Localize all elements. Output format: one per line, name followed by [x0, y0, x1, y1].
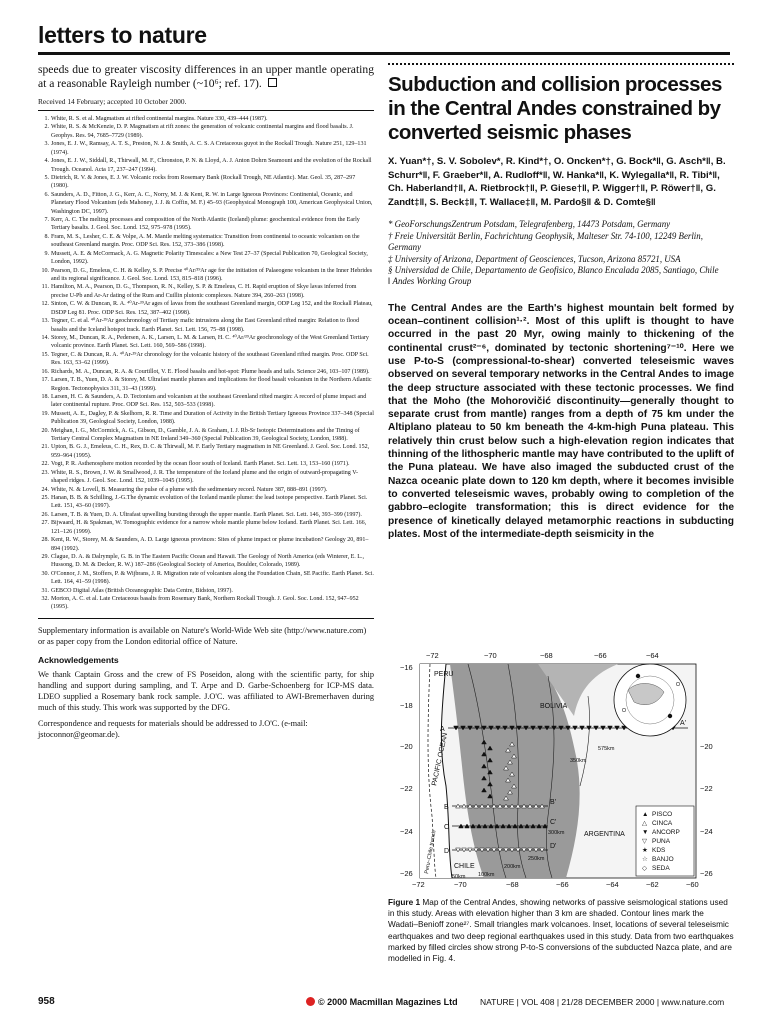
figure-map [388, 646, 734, 890]
right-column [388, 63, 734, 541]
reference-text: Meighan, I. G., McCormick, A. G., Gibson, D., Gamble, J. A. & Graham, I. J. Rb-Sr Isotopic Determinations and the Timing of Tertiary Central Complex Magmatism in NE Ireland 349–360 (Special Publication 39, Geological Society, London, 1988). [51, 427, 360, 443]
bottom-tick: −62 [646, 880, 659, 889]
inset-event-3 [676, 682, 680, 686]
right-tick: −20 [700, 742, 713, 751]
article-divider [388, 63, 734, 65]
reference-text: Clague, D. A. & Dalrymple, G. B. in The Eastern Pacific Ocean and Hawaii. The Geology of North America (eds Winterer, E. L., Hussong, D. M. & Decker, R. W.) 187–286 (Geological Society of America, Boulder, Colorado, 1989). [51, 553, 365, 569]
inset-event-1 [636, 674, 640, 678]
reference-number: 12. [41, 301, 49, 308]
reference-item [38, 519, 374, 536]
copyright [306, 997, 458, 1007]
reference-item [38, 250, 374, 267]
reference-item [38, 300, 374, 317]
reference-item [38, 410, 374, 427]
reference-number: 3. [44, 141, 49, 148]
bottom-tick: −68 [506, 880, 519, 889]
label-100km: 100km [478, 872, 495, 878]
label-d: D [444, 848, 450, 855]
left-tick: −26 [400, 869, 413, 878]
article-title: Subduction and collision processes in the Central Andes constrained by converted seismic phases [388, 73, 722, 144]
label-250km: 250km [528, 856, 545, 862]
label-pacific: PACIFIC OCEAN [431, 732, 450, 787]
right-tick: −24 [700, 827, 713, 836]
reference-item [38, 267, 374, 284]
legend-entry: PUNA [652, 838, 671, 845]
correspondence-text: Correspondence and requests for materials should be addressed to J.O'C. (e-mail: jstoconnor@geomar.de). [38, 718, 308, 739]
reference-text: GEBCO Digital Atlas (British Oceanographic Data Centre, Bidston, 1997). [51, 587, 233, 594]
reference-text: Richards, M. A., Duncan, R. A. & Courtillot, V. E. Flood basalts and hot-spot: Plume heads and tails. Science 246, 103–107 (1989). [51, 368, 370, 375]
legend-entry: ANCORP [652, 829, 680, 836]
reference-item [38, 216, 374, 233]
affiliations [388, 219, 734, 287]
reference-number: 16. [41, 368, 49, 375]
reference-item [38, 494, 374, 511]
left-tick: −24 [400, 827, 413, 836]
label-argentina: ARGENTINA [584, 831, 625, 838]
reference-item [38, 469, 374, 486]
reference-item [38, 570, 374, 587]
caption-label: Figure 1 [388, 898, 421, 907]
reference-number: 10. [41, 267, 49, 274]
reference-item [38, 317, 374, 334]
legend-symbol: ★ [642, 847, 648, 854]
reference-number: 26. [41, 511, 49, 518]
abstract-text: The Central Andes are the Earth's highest mountain belt formed by ocean–continent collision¹·². Most of this uplift is thought to have occurred in the past 20 Myr, owing mainly to thickening of the continental crust²⁻⁶, dominated by tectonic shortening⁷⁻¹⁰. Here we use P-to-S (compressional-to-shear) converted teleseismic waves observed on several temporary networks in the Central Andes to image the deep structure associated with these tectonic processes. We find that the Moho (the Mohorovičić discontinuity—generally thought to separate crust from mantle) ranges from a depth of 75 km under the Altiplano plateau to 50 km beneath the 4-km-high Puna plateau. This relatively thin crust below such a high-elevation region indicates that thinning of the lithospheric mantle may have contributed to the uplift of the Puna plateau. We have also imaged the subducted crust of the Nazca oceanic plate down to 120 km depth, where it becomes invisible to converted teleseismic waves, probably owing to completion of the gabbro–eclogite transformation; this is direct evidence for the presence of kinetically delayed metamorphic reactions in subducting plates. Most of the intermediate-depth seismicity in the [388, 302, 734, 540]
section-header: letters to nature [38, 22, 207, 48]
reference-item [38, 511, 374, 519]
reference-text: Dietrich, R. V. & Jones, E. J. W. Volcanic rocks from Rosemary Bank (Rockall Trough, NE Atlantic). Mar. Geol. 35, 287–297 (1980). [51, 174, 356, 190]
legend-symbol: △ [642, 820, 647, 827]
legend-entry: KDS [652, 847, 666, 854]
label-b-prime: B' [550, 799, 557, 806]
reference-text: Mussett, A. E., Dagley, P. & Skelhorn, R. R. Time and Duration of Activity in the British Tertiary Igneous Province 337–348 (Special Publication 39, Geological Society, London, 1988). [51, 410, 374, 426]
reference-item [38, 174, 374, 191]
reference-number: 31. [41, 587, 49, 594]
affiliation-line: § Universidad de Chile, Departamento de Geofisico, Blanco Encalada 2085, Santiago, Chile [388, 265, 719, 275]
reference-text: White, R. S., Brown, J. W. & Smallwood, J. R. The temperature of the Iceland plume and the origin of outward-propagating V-shaped ridges. J. Geol. Soc. Lond. 152, 1039–1045 (1995). [51, 469, 359, 485]
reference-item [38, 536, 374, 553]
reference-text: Jones, E. J. W., Ramsay, A. T. S., Preston, N. J. & Smith, A. C. S. A Cretaceous guyot in the Rockall Trough. Nature 251, 129–131 (1974). [51, 141, 367, 156]
reference-item [38, 115, 374, 123]
reference-item [38, 283, 374, 300]
legend-entry: PISCO [652, 811, 673, 818]
reference-text: Storey, M., Duncan, R. A., Pedersen, A. K., Larsen, L. M. & Larsen, H. C. ⁴⁰Ar/³⁹Ar geochronology of the West Greenland Tertiary volcanic province. Earth Planet. Sci. Lett. 160, 569–586 (1998). [51, 334, 369, 350]
reference-item [38, 157, 374, 174]
reference-number: 23. [41, 469, 49, 476]
left-tick: −18 [400, 701, 413, 710]
reference-number: 20. [41, 427, 49, 434]
label-300km: 300km [548, 830, 565, 836]
reference-text: Tegner, C. & Duncan, R. A. ⁴⁰Ar-³⁹Ar chronology for the volcanic history of the southeast Greenland rifted margin. Proc. ODP Sci. Res. 163, 53–62 (1999). [51, 351, 369, 367]
legend-entry: CINCA [652, 820, 673, 827]
reference-text: Larsen, T. B. & Yuen, D. A. Ultrafast upwelling bursting through the upper mantle. Earth Planet. Sci. Lett. 146, 393–399 (1997). [51, 511, 362, 518]
affiliation-line: ‖ Andes Working Group [388, 276, 472, 287]
inset-event-4 [622, 708, 626, 712]
reference-text: Kerr, A. C. The melting processes and composition of the North Atlantic (Iceland) plume: geochemical evidence from the Early Tertiary basalts. J. Geol. Soc. Lond. 152, 975–978 (1995). [51, 217, 360, 232]
publisher-logo-icon [306, 997, 315, 1006]
label-200km: 200km [504, 864, 521, 870]
left-tick: −16 [400, 663, 413, 672]
reference-number: 4. [44, 158, 49, 165]
reference-text: Jones, E. J. W., Siddall, R., Thirwall, M. F., Chronston, P. N. & Lloyd, A. J. Anton Dohrn Seamount and the evolution of the Rockall Trough. Oceanol. Acta 17, 237–247 (1994). [51, 158, 372, 173]
reference-item [38, 368, 374, 376]
reference-number: 5. [44, 174, 49, 181]
reference-text: White, R. S. et al. Magmatism at rifted continental margins. Nature 330, 439–444 (1987). [51, 116, 268, 122]
legend-entry: BANJO [652, 856, 674, 863]
reference-number: 21. [41, 444, 49, 451]
acknowledgements-text: We thank Captain Gross and the crew of FS Poseidon, along with the scientific party, for ship handling and support during sampling, and T. Arpe and D. Garbe-Schoenberg for ICP-MS data. LDEO supplied a Rosemary bank rock sample. J.O'C. was affiliated to AWI-Bremerhaven during much of this study. This work was supported by the DFG. [38, 669, 374, 712]
left-tick: −22 [400, 784, 413, 793]
reference-item [38, 460, 374, 468]
legend-symbol: ▽ [642, 838, 647, 845]
reference-text: Fram, M. S., Lesher, C. E. & Volpe, A. M. Mantle melting systematics: Transition from continental to oceanic volcanism on the southeast Greenland margin. Proc. ODP Sci. Res. 152, 373–386 (1998). [51, 233, 360, 249]
reference-text: Mussett, A. E. & McCormack, A. G. Magnetic Polarity Timescales: a New Test 27–37 (Special Publication 70, Geological Society, London, 1992). [51, 250, 368, 266]
reference-text: Kent, R. W., Storey, M. & Saunders, A. D. Large igneous provinces: Sites of plume impact or plume incubation? Geology 20, 891–894 (1992). [51, 537, 369, 552]
reference-number: 24. [41, 486, 49, 493]
left-column [38, 63, 374, 740]
reference-number: 19. [41, 410, 49, 417]
label-575km: 575km [598, 746, 615, 752]
bottom-tick: −72 [412, 880, 425, 889]
reference-item [38, 595, 374, 612]
top-tick: −68 [540, 651, 553, 660]
reference-number: 14. [41, 334, 49, 341]
reference-number: 29. [41, 553, 49, 560]
reference-text: Hamilton, M. A., Pearson, D. G., Thompson, R. N., Kelley, S. P. & Emeleus, C. H. Rapid eruption of Skye lavas inferred from precise U-Pb and Ar-Ar dating of the Rum and Cuillin plutonic complexes. Nature 394, 260–263 (1998). [51, 284, 357, 299]
supplementary-info: Supplementary information is available on Nature's World-Wide Web site (http://www.nature.com) or as paper copy from the London editorial office of Nature. [38, 625, 367, 646]
reference-number: 15. [41, 351, 49, 358]
reference-text: O'Connor, J. M., Stoffers, P. & Wijbrans, J. R. Migration rate of volcanism along the Foundation Chain, SE Pacific. Earth Planet. Sci. Lett. 164, 41–59 (1998). [51, 570, 374, 586]
legend-symbol: ▲ [642, 811, 649, 818]
affiliation-line: ‡ University of Arizona, Department of Geosciences, Tucson, Arizona 85721, USA [388, 253, 681, 264]
reference-number: 28. [41, 537, 49, 544]
reference-number: 27. [41, 520, 49, 527]
reference-item [38, 587, 374, 595]
label-peru: PERU [434, 671, 454, 678]
author-list: X. Yuan*†, S. V. Sobolev*, R. Kind*†, O. Oncken*†, G. Bock*‖, G. Asch*‖, B. Schurr*‖, F. Graeber*‖, A. Rudloff*‖, W. Hanka*‖, K. Wylegalla*‖, R. Tibi*‖, Ch. Haberland†‖, A. Rietbrock†‖, P. Giese†‖, P. Wigger†‖, P. Röwer†‖, G. Zandt‡‖, S. Beck‡‖, T. Wallace‡‖, M. Pardo§‖ & D. Comte§‖ [388, 156, 726, 208]
reference-item [38, 140, 374, 157]
right-tick: −22 [700, 784, 713, 793]
journal-info: NATURE | VOL 408 | 21/28 DECEMBER 2000 | www.nature.com [480, 997, 725, 1007]
reference-number: 13. [41, 318, 49, 325]
reference-number: 30. [41, 570, 49, 577]
legend-symbol: ◇ [642, 865, 647, 872]
label-50km: 50km [452, 874, 466, 880]
reference-number: 22. [41, 461, 49, 468]
reference-item [38, 553, 374, 570]
continued-paragraph [38, 63, 374, 91]
reference-number: 6. [44, 191, 49, 198]
reference-text: Vogt, P. R. Asthenosphere motion recorded by the ocean floor south of Iceland. Earth Planet. Sci. Lett. 13, 153–160 (1971). [51, 461, 350, 468]
top-tick: −66 [594, 651, 607, 660]
bottom-tick: −70 [454, 880, 467, 889]
reference-item [38, 334, 374, 351]
label-c: C [444, 824, 450, 831]
label-trench: Peru–Chile trench [424, 829, 438, 875]
received-line: Received 14 February; accepted 10 October 2000. [38, 97, 374, 111]
reference-text: Upton, B. G. J., Emeleus, C. H., Rex, D. C. & Thirwall, M. F. Early Tertiary magmatism in NE Greenland. J. Geol. Soc. Lond. 152, 959–964 (1995). [51, 444, 370, 459]
reference-number: 9. [44, 250, 49, 257]
end-mark [268, 78, 277, 87]
reference-number: 25. [41, 494, 49, 501]
label-b: B [444, 804, 449, 811]
left-tick: −20 [400, 742, 413, 751]
reference-text: Larsen, H. C. & Saunders, A. D. Tectonism and volcanism at the southeast Greenland rifted margin: A record of plume impact and later continental rupture. Proc. ODP Sci. Res. 152, 503–533 (1998). [51, 393, 367, 409]
reference-item [38, 443, 374, 460]
reference-item [38, 191, 374, 216]
reference-number: 2. [44, 124, 49, 131]
legend-entry: SEDA [652, 865, 670, 872]
label-350km: 350km [570, 758, 587, 764]
continued-text: speeds due to greater viscosity differences in an upper mantle operating at a reasonable Rayleigh number (~10⁶; ref. 17). [38, 63, 374, 90]
reference-item [38, 376, 374, 393]
top-tick: −64 [646, 651, 659, 660]
reference-text: Morton, A. C. et al. Late Cretaceous basalts from Rosemary Bank, Northern Rockall Trough. J. Geol. Soc. Lond. 152, 947–952 (1995). [51, 596, 359, 611]
reference-number: 32. [41, 596, 49, 603]
reference-text: Sinton, C. W. & Duncan, R. A. ⁴⁰Ar-³⁹Ar ages of lavas from the southeast Greenland margin, ODP Leg 152, and the Rockall Plateau, DSDP Leg 81. Proc. ODP Sci. Res. 152, 387–402 (1998). [51, 301, 373, 316]
right-tick: −26 [700, 869, 713, 878]
reference-item [38, 123, 374, 140]
reference-text: White, R. S. & McKenzie, D. P. Magmatism at rift zones: the generation of volcanic continental margins and flood basalts. J. Geophys. Res. 94, 7685–7729 (1989). [51, 124, 354, 139]
reference-item [38, 351, 374, 368]
map-svg [388, 646, 734, 890]
figure-caption [388, 897, 734, 964]
acknowledgements-heading: Acknowledgements [38, 654, 119, 665]
reference-number: 18. [41, 393, 49, 400]
label-a: A [440, 726, 445, 733]
label-a-prime: A' [680, 720, 687, 727]
reference-item [38, 393, 374, 410]
inset-event-2 [668, 714, 672, 718]
reference-text: White, N. & Lovell, B. Measuring the pulse of a plume with the sedimentary record. Nature 387, 888–891 (1997). [51, 486, 328, 493]
reference-item [38, 486, 374, 494]
copyright-text: © 2000 Macmillan Magazines Ltd [318, 997, 458, 1007]
top-tick: −72 [426, 651, 439, 660]
legend-symbol: ▼ [642, 829, 649, 836]
reference-number: 8. [44, 233, 49, 240]
reference-number: 7. [44, 217, 49, 224]
reference-text: Hanan, B. B. & Schilling, J.-G.The dynamic evolution of the Iceland mantle plume: the lead isotope perspective. Earth Planet. Sci. Lett. 151, 43–60 (1997). [51, 494, 368, 510]
page-number: 958 [38, 996, 55, 1007]
bottom-tick: −66 [556, 880, 569, 889]
reference-text: Saunders, A. D., Fitton, J. G., Kerr, A. C., Norry, M. J. & Kent, R. W. in Large Igneous Provinces: Continental, Oceanic, and Planetary Flood Volcanism (eds Mahoney, J. J. & Coffin, M. F.) 45–93 (Geophysical Monograph 100, American Geophysical Union, Washington DC, 1997). [51, 191, 373, 215]
map-legend [636, 806, 694, 876]
label-chile: CHILE [454, 863, 475, 870]
reference-number: 11. [41, 284, 49, 291]
label-d-prime: D' [550, 843, 557, 850]
reference-text: Pearson, D. G., Emeleus, C. H. & Kelley, S. P. Precise ⁴⁰Ar/³⁹Ar age for the initiation of Palaeogene volcanism in the Inner Hebrides and its regional significance. J. Geol. Soc. Lond. 153, 815–818 (1996). [51, 267, 373, 283]
header-rule [38, 52, 730, 55]
label-c-prime: C' [550, 819, 557, 826]
affiliation-line: † Freie Universität Berlin, Fachrichtung Geophysik, Malteser Str. 74-100, 12249 Berlin, Germany [388, 230, 703, 253]
reference-text: Tegner, C. et al. ⁴⁰Ar-³⁹Ar geochronology of Tertiary mafic intrusions along the East Greenland rifted margin: Relation to flood basalts and the Iceland hotspot track. Earth Planet. Sci. Lett. 156, 75–88 (1998). [51, 318, 360, 333]
reference-text: Bijwaard, H. & Spakman, W. Tomographic evidence for a narrow whole mantle plume below Iceland. Earth Planet. Sci. Lett. 166, 121–126 (1999). [51, 520, 367, 535]
reference-item [38, 233, 374, 250]
reference-number: 1. [44, 116, 49, 122]
legend-symbol: ☆ [642, 856, 648, 863]
reference-item [38, 427, 374, 444]
affiliation-line: * GeoForschungsZentrum Potsdam, Telegrafenberg, 14473 Potsdam, Germany [388, 219, 671, 230]
label-bolivia: BOLIVIA [540, 703, 568, 710]
reference-list [38, 115, 374, 612]
bottom-tick: −64 [606, 880, 619, 889]
reference-text: Larsen, T. B., Yuen, D. A. & Storey, M. Ultrafast mantle plumes and implications for flood basalt volcanism in the Northern Atlantic Region. Tectonophysics 311, 31–43 (1999). [51, 377, 372, 392]
top-tick: −70 [484, 651, 497, 660]
supplementary-rule [38, 618, 374, 619]
reference-number: 17. [41, 377, 49, 384]
caption-text: Map of the Central Andes, showing networks of passive seismological stations used in this study. Areas with elevation higher than 3 km are shaded. Contour lines mark the Wadati–Benioff zone²⁷. Small triangles mark volcanoes. Inset, locations of several teleseismic earthquakes and two deep regional earthquakes used in this study. Data from two earthquakes marked by filled circles show strong P-to-S conversions of the subducted Nazca plate, and are modelled in Fig. 4. [388, 898, 734, 964]
bottom-tick: −60 [686, 880, 699, 889]
